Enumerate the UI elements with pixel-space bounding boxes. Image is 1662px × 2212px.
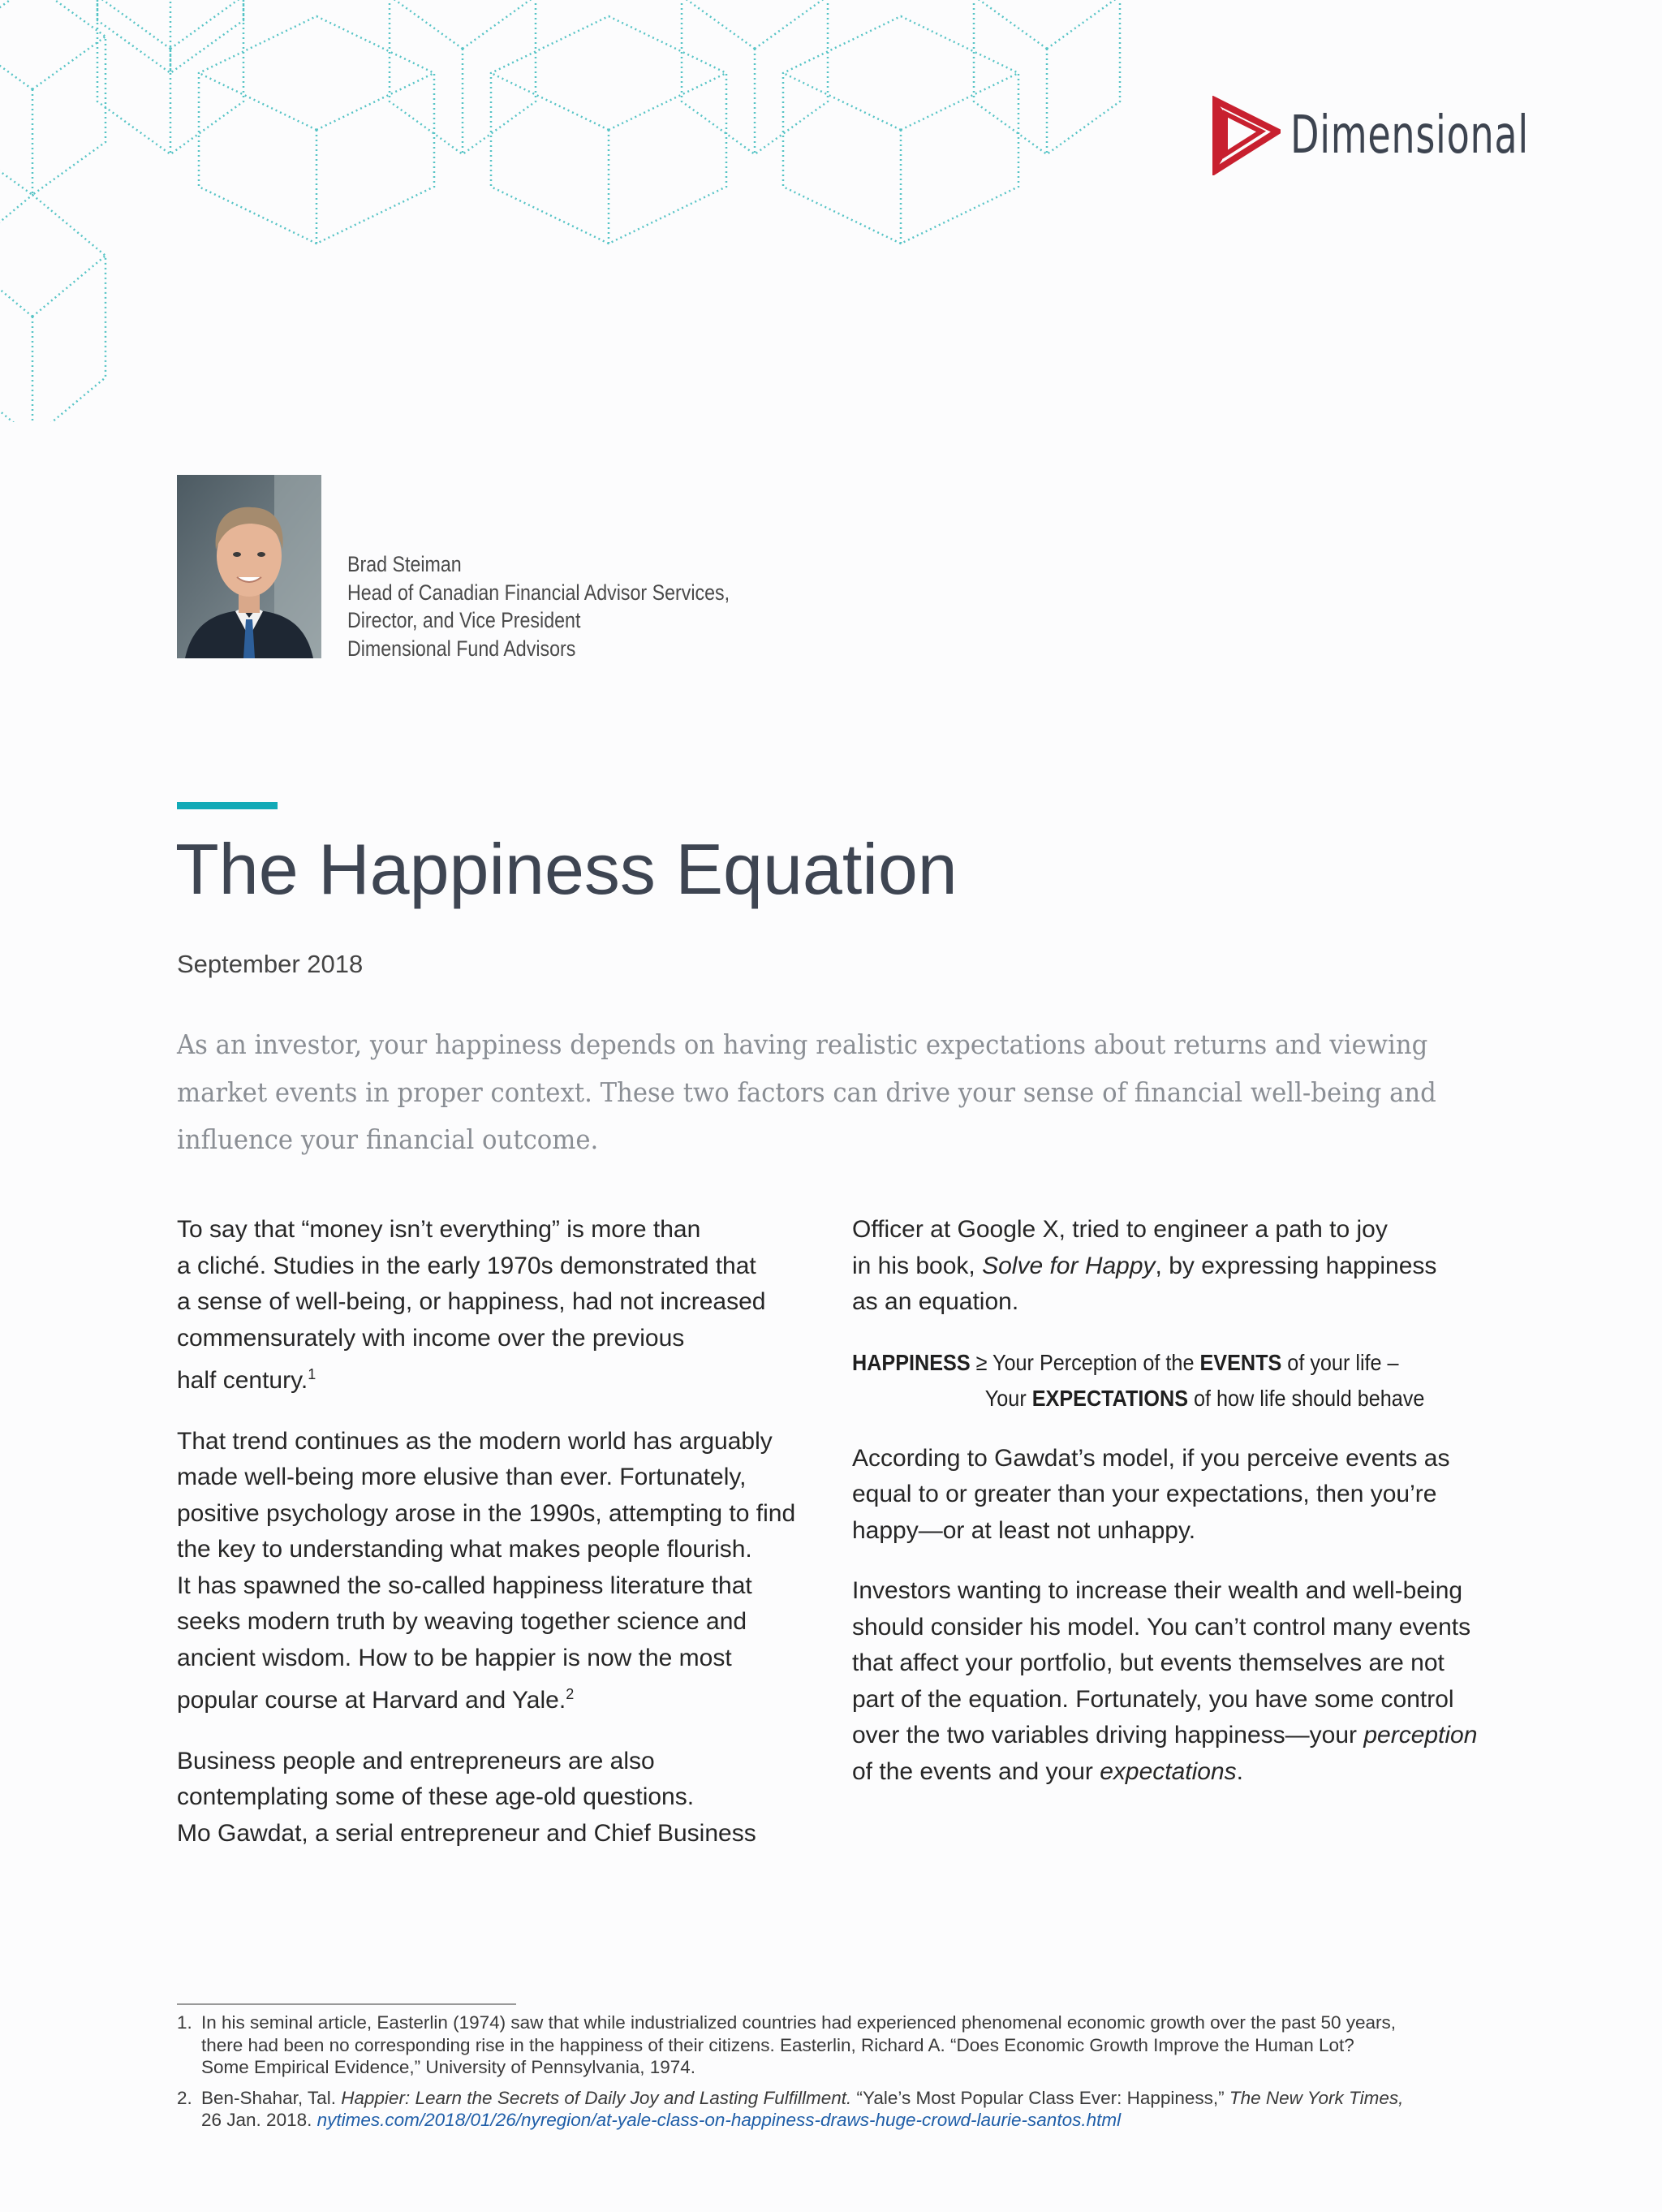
footnote-divider bbox=[177, 2003, 516, 2005]
text-line: commensurately with income over the previous bbox=[177, 1324, 685, 1352]
text-line: contemplating some of these age-old questions. bbox=[177, 1783, 695, 1810]
footnote-2 bbox=[177, 2087, 1492, 2132]
footnote-ref: 2 bbox=[566, 1686, 575, 1702]
article-lede bbox=[177, 1021, 1492, 1164]
equation-text: of your life – bbox=[1281, 1349, 1399, 1375]
text-line bbox=[852, 1718, 1501, 1754]
text-line: that affect your portfolio, but events themselves are not bbox=[852, 1649, 1445, 1676]
text-line: That trend continues as the modern world has arguably bbox=[177, 1427, 773, 1455]
text-line: According to Gawdat’s model, if you perceive events as bbox=[852, 1444, 1450, 1472]
text-line: should consider his model. You can’t control many events bbox=[852, 1613, 1471, 1641]
text-segment: “Yale’s Most Popular Class Ever: Happiness,” bbox=[851, 2087, 1229, 2108]
text-segment: Ben-Shahar, Tal. bbox=[201, 2087, 342, 2108]
footnote-number: 2. bbox=[177, 2087, 192, 2108]
text-line: there had been no corresponding rise in the happiness of their citizens. Easterlin, Richard A. “Does Economic Growth Improve the Human Lot? bbox=[201, 2034, 1354, 2055]
text-line bbox=[177, 1356, 810, 1399]
text-line: Business people and entrepreneurs are also bbox=[177, 1747, 655, 1774]
text-line: part of the equation. Fortunately, you have some control bbox=[852, 1685, 1454, 1713]
text-line: seeks modern truth by weaving together science and bbox=[177, 1608, 747, 1635]
text-segment: , by expressing happiness bbox=[1155, 1252, 1437, 1279]
book-title: Happier: Learn the Secrets of Daily Joy and Lasting Fulfillment. bbox=[341, 2087, 852, 2108]
logo-wordmark: Dimensional bbox=[1290, 106, 1529, 166]
happiness-equation bbox=[852, 1345, 1501, 1416]
equation-line1 bbox=[852, 1345, 1436, 1381]
publication-name: The New York Times, bbox=[1229, 2087, 1404, 2108]
author-title-line2: Director, and Vice President bbox=[347, 608, 581, 632]
title-accent-bar bbox=[177, 802, 278, 809]
footnote-number: 1. bbox=[177, 2012, 192, 2033]
text-segment: in his book, bbox=[852, 1252, 983, 1279]
author-info bbox=[347, 550, 792, 662]
text-segment: of the events and your bbox=[852, 1757, 1100, 1785]
text-line: happy—or at least not unhappy. bbox=[852, 1516, 1196, 1544]
paragraph bbox=[852, 1573, 1501, 1790]
author-name: Brad Steiman bbox=[347, 552, 462, 576]
text-line: In his seminal article, Easterlin (1974) saw that while industrialized countries had experienced phenomenal economic growth over the past 50 years, bbox=[201, 2012, 1397, 2033]
equation-text: of how life should behave bbox=[1188, 1385, 1425, 1411]
footnote-1 bbox=[177, 2011, 1492, 2079]
text-line bbox=[852, 1754, 1501, 1791]
text-line bbox=[177, 1676, 810, 1719]
lede-line: influence your financial outcome. bbox=[177, 1123, 599, 1155]
equation-lhs: HAPPINESS bbox=[852, 1349, 971, 1375]
text-segment: 26 Jan. 2018. bbox=[201, 2110, 317, 2130]
text-line: ancient wisdom. How to be happier is now the most bbox=[177, 1644, 732, 1671]
footnotes bbox=[177, 2011, 1492, 2140]
book-title: Solve for Happy bbox=[982, 1252, 1156, 1279]
text-line: Mo Gawdat, a serial entrepreneur and Chief Business bbox=[177, 1819, 756, 1847]
text-line bbox=[852, 1248, 1501, 1285]
lede-line: market events in proper context. These two factors can drive your sense of financial well-being and bbox=[177, 1076, 1436, 1108]
author-company: Dimensional Fund Advisors bbox=[347, 636, 576, 661]
equation-events: EVENTS bbox=[1199, 1349, 1282, 1375]
text-line: To say that “money isn’t everything” is more than bbox=[177, 1216, 701, 1243]
text-segment: over the two variables driving happiness—your bbox=[852, 1722, 1364, 1748]
emphasis: expectations bbox=[1100, 1757, 1237, 1785]
body-left-column bbox=[177, 1212, 810, 1876]
text-line: Some Empirical Evidence,” University of Pennsylvania, 1974. bbox=[201, 2057, 696, 2077]
paragraph bbox=[177, 1424, 810, 1719]
article-title: The Happiness Equation bbox=[175, 829, 958, 909]
paragraph bbox=[852, 1441, 1501, 1550]
text-line: Investors wanting to increase their wealth and well-being bbox=[852, 1577, 1463, 1604]
equation-line2 bbox=[852, 1381, 1436, 1416]
body-right-column bbox=[852, 1212, 1501, 1814]
text-line bbox=[201, 2087, 1492, 2110]
lede-line: As an investor, your happiness depends on having realistic expectations about returns and viewing bbox=[177, 1028, 1428, 1060]
equation-text: ≥ Your Perception of the bbox=[970, 1349, 1200, 1375]
text-segment: half century. bbox=[177, 1367, 308, 1394]
text-line: made well-being more elusive than ever. Fortunately, bbox=[177, 1464, 747, 1490]
paragraph bbox=[852, 1212, 1501, 1321]
dimensional-logo bbox=[1212, 96, 1621, 175]
text-segment: . bbox=[1236, 1757, 1243, 1785]
author-portrait-image bbox=[177, 475, 321, 658]
text-line: It has spawned the so-called happiness literature that bbox=[177, 1572, 752, 1599]
text-line: the key to understanding what makes people flourish. bbox=[177, 1536, 752, 1563]
footnote-ref: 1 bbox=[308, 1366, 316, 1382]
emphasis: perception bbox=[1363, 1722, 1478, 1748]
equation-expectations: EXPECTATIONS bbox=[1031, 1385, 1189, 1411]
paragraph bbox=[177, 1212, 810, 1399]
article-date: September 2018 bbox=[177, 950, 364, 978]
text-line: Officer at Google X, tried to engineer a path to joy bbox=[852, 1216, 1388, 1243]
equation-text: Your bbox=[984, 1385, 1032, 1411]
source-link[interactable]: nytimes.com/2018/01/26/nyregion/at-yale-class-on-happiness-draws-huge-crowd-laurie-santos.html bbox=[316, 2110, 1122, 2130]
text-line: a cliché. Studies in the early 1970s demonstrated that bbox=[177, 1252, 756, 1279]
text-line: positive psychology arose in the 1990s, attempting to find bbox=[177, 1499, 796, 1527]
text-segment: popular course at Harvard and Yale. bbox=[177, 1687, 566, 1714]
text-line: a sense of well-being, or happiness, had not increased bbox=[177, 1288, 766, 1315]
cube-pattern-decoration bbox=[0, 0, 1185, 422]
text-line bbox=[201, 2109, 1492, 2132]
dimensional-logo-mark-icon bbox=[1212, 96, 1281, 175]
author-title-line1: Head of Canadian Financial Advisor Services, bbox=[347, 580, 730, 605]
text-line: equal to or greater than your expectations, then you’re bbox=[852, 1481, 1437, 1507]
text-line: as an equation. bbox=[852, 1288, 1019, 1315]
author-photo bbox=[177, 475, 321, 658]
paragraph bbox=[177, 1744, 810, 1852]
